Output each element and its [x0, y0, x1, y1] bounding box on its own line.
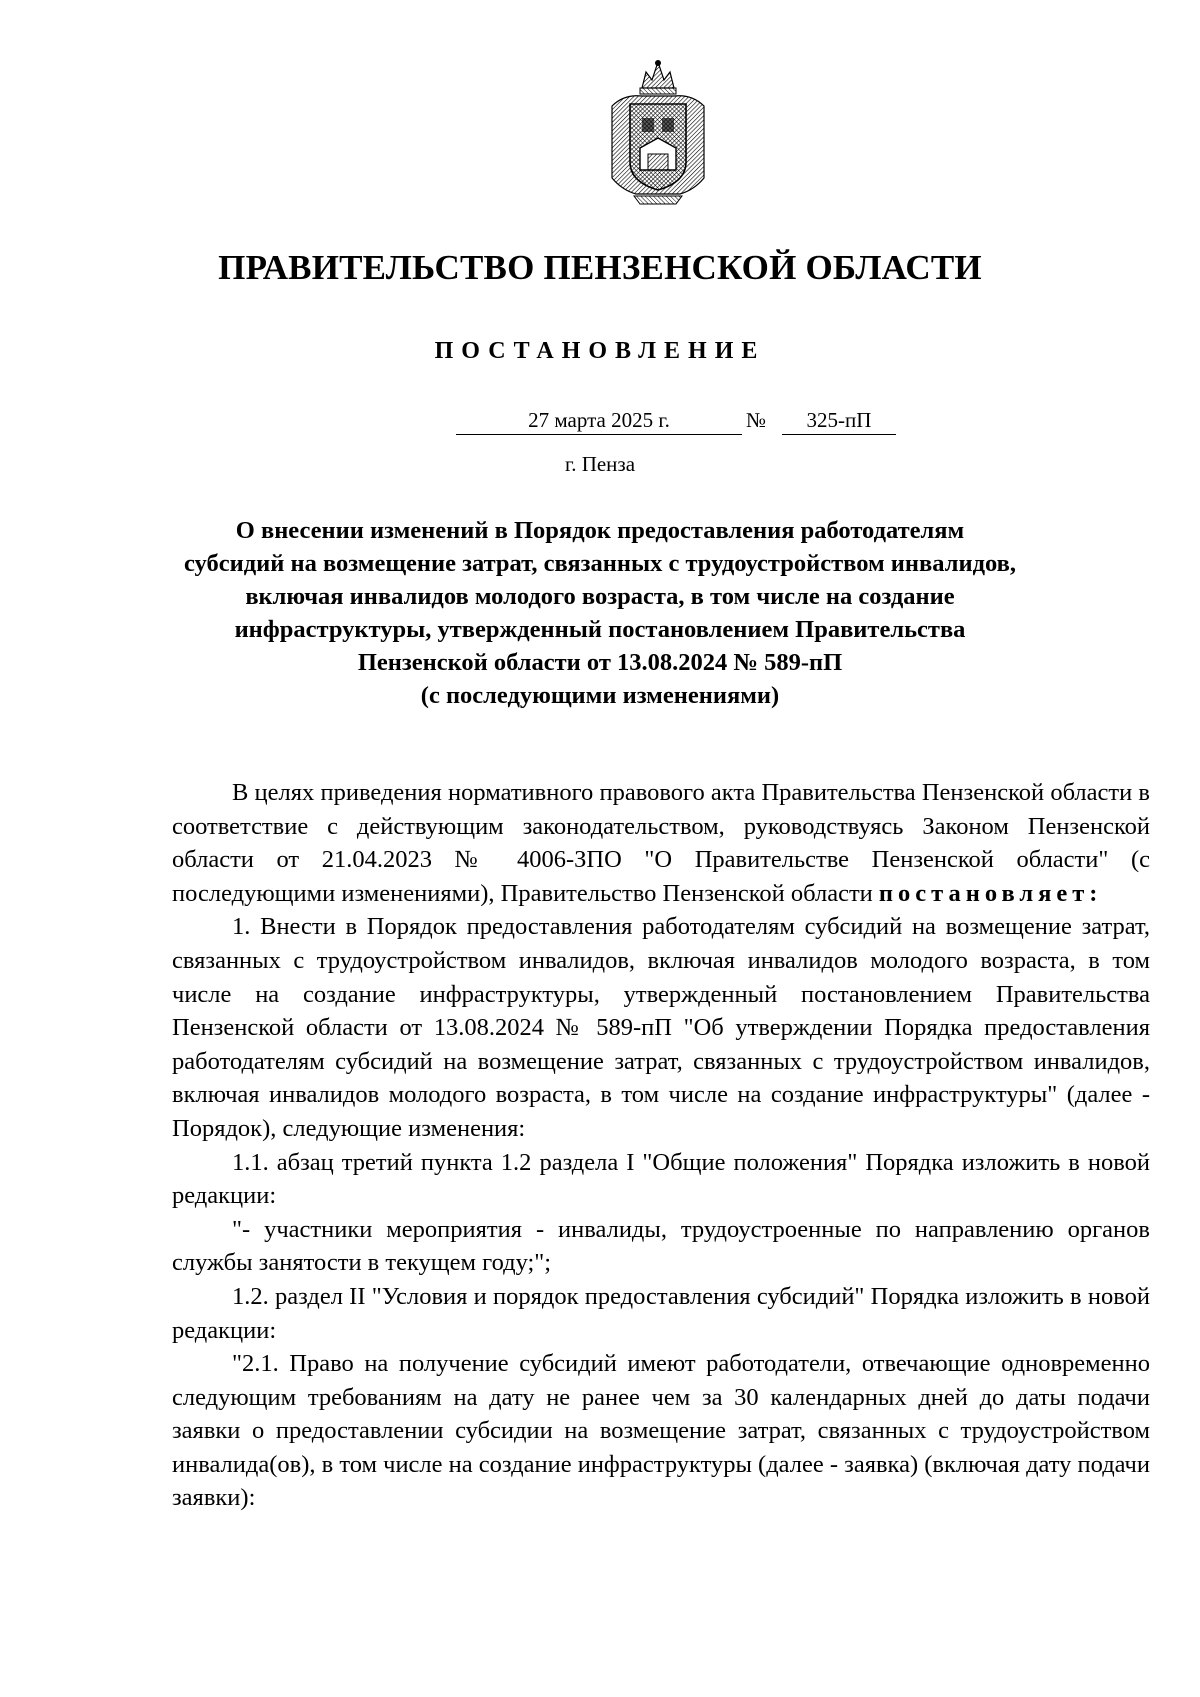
paragraph-1-1-quote: "- участники мероприятия - инвалиды, трудоустроенные по направлению органов службы занятости в текущем году;";: [172, 1215, 1150, 1277]
subject-line: Пензенской области от 13.08.2024 № 589-пП: [357, 649, 843, 676]
paragraph-1-1: 1.1. абзац третий пункта 1.2 раздела I "Общие положения" Порядка изложить в новой редакции:: [172, 1148, 1150, 1210]
subject-line: (с последующими изменениями): [420, 682, 780, 709]
subject-line: субсидий на возмещение затрат, связанных с трудоустройством инвалидов,: [184, 550, 1016, 577]
document-type-heading: ПОСТАНОВЛЕНИЕ: [434, 338, 766, 364]
document-subject: [150, 514, 1050, 712]
paragraph-1-2: 1.2. раздел II "Условия и порядок предоставления субсидий" Порядка изложить в новой редакции:: [172, 1282, 1150, 1344]
paragraph-1: 1. Внести в Порядок предоставления работодателям субсидий на возмещение затрат, связанных с трудоустройством инвалидов, включая инвалидов молодого возраста, в том числе на создание инфраструктуры, утвержденный постановлением Правительства Пензенской области от 13.08.2024 № 589-пП "Об утверждении Порядка предоставления работодателям субсидий на возмещение затрат, связанных с трудоустройством инвалидов, включая инвалидов молодого возраста, в том числе на создание инфраструктуры" (далее - Порядок), следующие изменения:: [172, 913, 1150, 1142]
resolves-keyword: постановляет:: [878, 879, 1103, 907]
subject-line: О внесении изменений в Порядок предоставления работодателям: [235, 517, 965, 544]
coat-of-arms-emblem: [604, 58, 712, 208]
subject-line: инфраструктуры, утвержденный постановлением Правительства: [234, 616, 966, 643]
document-date: 27 марта 2025 г.: [456, 408, 742, 435]
city-of-issue: г. Пенза: [564, 452, 636, 476]
preamble-text: В целях приведения нормативного правового акта Правительства Пензенской области в соответствие с действующим законодательством, руководствуясь Законом Пензенской области от 21.04.2023 № 4006-ЗПО "О Правительстве Пензенской области" (с последующими изменениями), Правительство Пензенской области: [172, 779, 1150, 907]
organization-title: ПРАВИТЕЛЬСТВО ПЕНЗЕНСКОЙ ОБЛАСТИ: [218, 248, 982, 287]
date-number-line: [0, 408, 1200, 442]
preamble-paragraph: [172, 776, 1150, 910]
document-number: 325-пП: [782, 408, 896, 435]
document-body: [172, 776, 1150, 1515]
subject-line: включая инвалидов молодого возраста, в том числе на создание: [245, 583, 955, 610]
number-sign: №: [746, 408, 767, 432]
paragraph-2-1: "2.1. Право на получение субсидий имеют работодатели, отвечающие одновременно следующим требованиям на дату не ранее чем за 30 календарных дней до даты подачи заявки о предоставлении субсидии на возмещение затрат, связанных с трудоустройством инвалида(ов), в том числе на создание инфраструктуры (далее - заявка) (включая дату подачи заявки):: [172, 1350, 1150, 1512]
